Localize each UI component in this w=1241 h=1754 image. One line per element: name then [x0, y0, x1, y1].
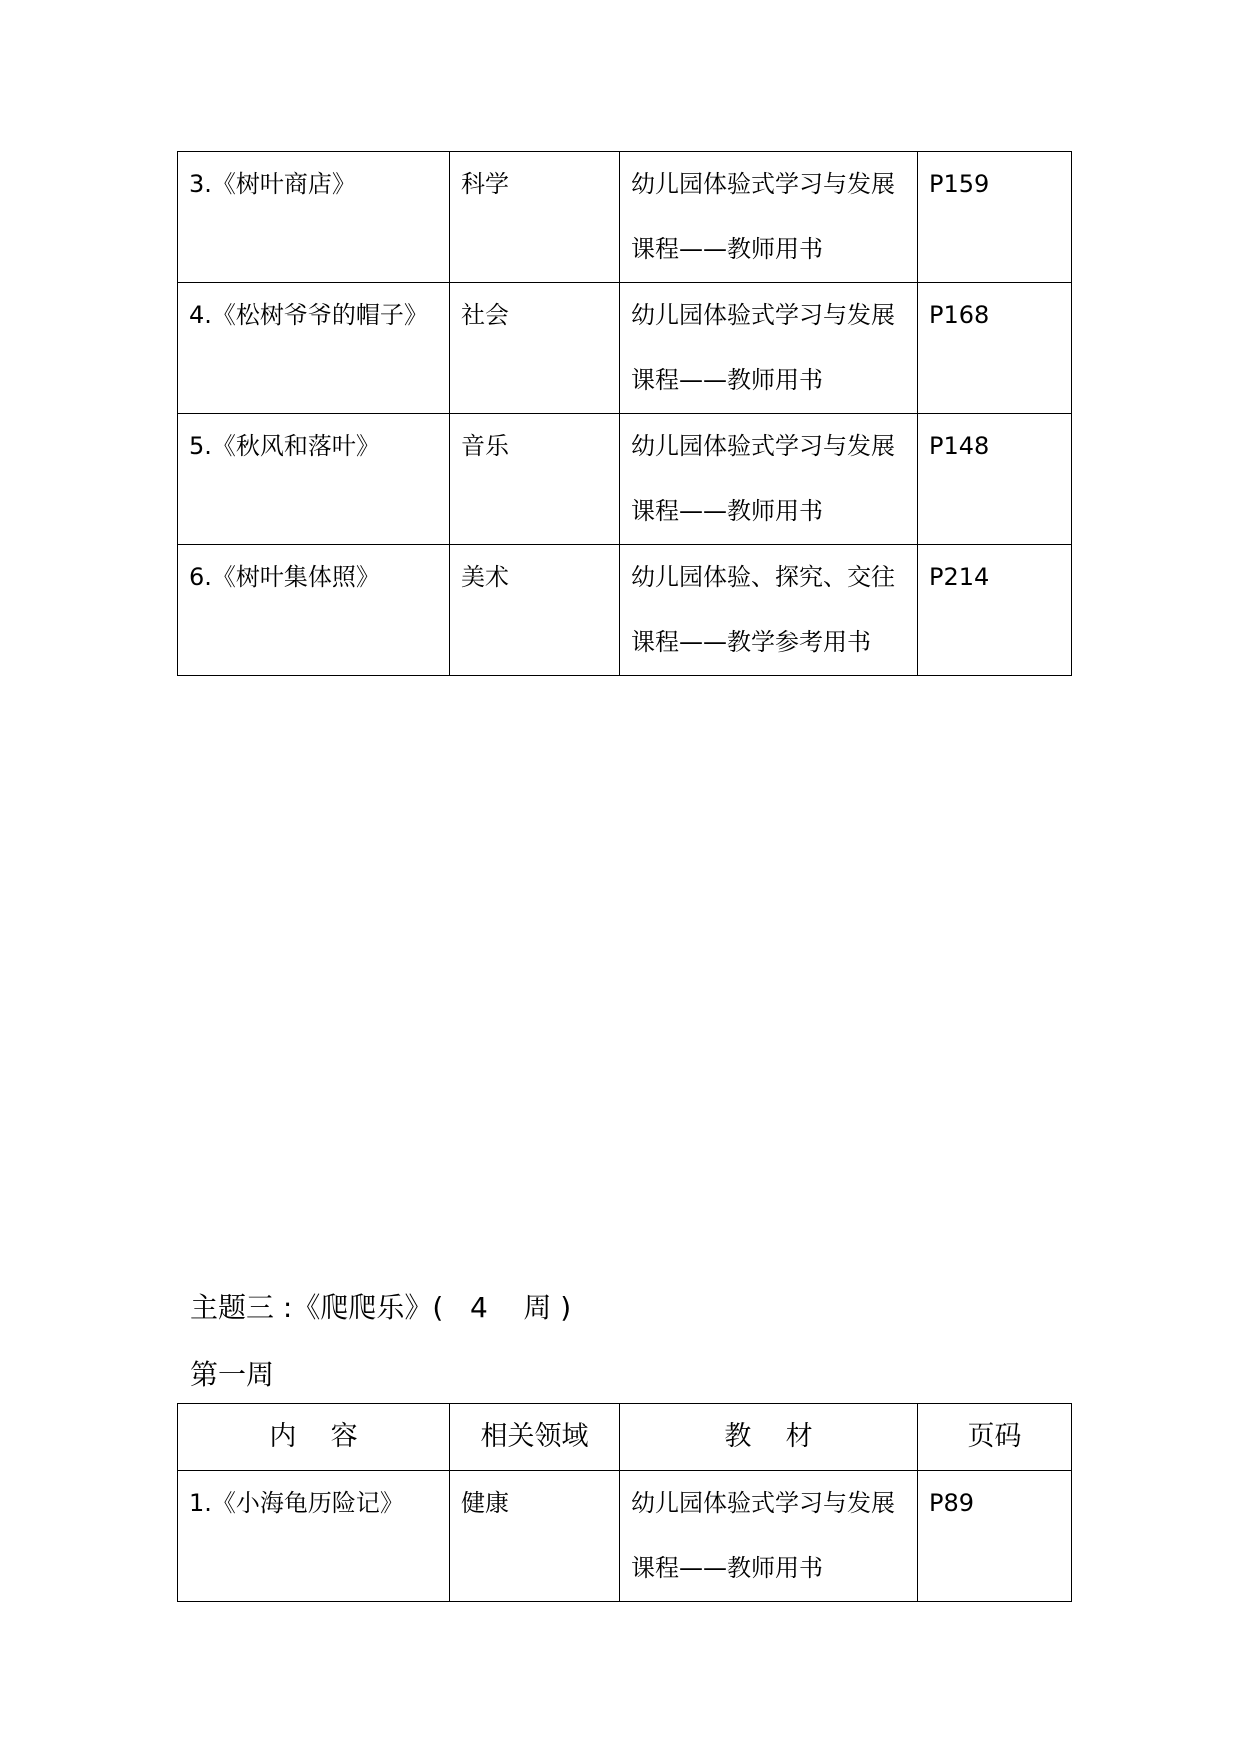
- domain-cell: 健康: [450, 1471, 620, 1602]
- material-cell: [620, 414, 918, 545]
- table-row: [178, 283, 1072, 414]
- material-line-1: 幼儿园体验、探究、交往: [631, 563, 895, 591]
- page-cell: P89: [918, 1471, 1072, 1602]
- page-cell: P168: [918, 283, 1072, 414]
- domain-cell: 科学: [450, 152, 620, 283]
- theme-title: 主题三 :《爬爬乐》( 4 周 ): [190, 1291, 572, 1324]
- table-header-row: [178, 1404, 1072, 1471]
- material-line-2: 课程——教学参考用书: [631, 628, 871, 656]
- content-cell: 3.《树叶商店》: [178, 152, 450, 283]
- content-cell: 4.《松树爷爷的帽子》: [178, 283, 450, 414]
- header-material: 教 材: [620, 1404, 918, 1471]
- material-line-1: 幼儿园体验式学习与发展: [631, 1489, 895, 1517]
- material-line-1: 幼儿园体验式学习与发展: [631, 170, 895, 198]
- material-cell: [620, 1471, 918, 1602]
- page-cell: P148: [918, 414, 1072, 545]
- material-cell: [620, 152, 918, 283]
- content-cell: 6.《树叶集体照》: [178, 545, 450, 676]
- content-cell: 5.《秋风和落叶》: [178, 414, 450, 545]
- header-page: 页码: [918, 1404, 1072, 1471]
- material-line-2: 课程——教师用书: [631, 366, 823, 394]
- material-cell: [620, 545, 918, 676]
- material-cell: [620, 283, 918, 414]
- page-cell: P214: [918, 545, 1072, 676]
- content-cell: 1.《小海龟历险记》: [178, 1471, 450, 1602]
- material-line-1: 幼儿园体验式学习与发展: [631, 432, 895, 460]
- week-one-table: [177, 1403, 1072, 1602]
- material-line-2: 课程——教师用书: [631, 235, 823, 263]
- domain-cell: 社会: [450, 283, 620, 414]
- material-line-1: 幼儿园体验式学习与发展: [631, 301, 895, 329]
- material-line-2: 课程——教师用书: [631, 497, 823, 525]
- activity-table-continued: [177, 151, 1072, 676]
- table-row: [178, 1471, 1072, 1602]
- header-domain: 相关领域: [450, 1404, 620, 1471]
- domain-cell: 美术: [450, 545, 620, 676]
- table-row: [178, 545, 1072, 676]
- page-cell: P159: [918, 152, 1072, 283]
- domain-cell: 音乐: [450, 414, 620, 545]
- header-content: 内 容: [178, 1404, 450, 1471]
- table-row: [178, 152, 1072, 283]
- week-title: 第一周: [190, 1358, 275, 1391]
- table-row: [178, 414, 1072, 545]
- material-line-2: 课程——教师用书: [631, 1554, 823, 1582]
